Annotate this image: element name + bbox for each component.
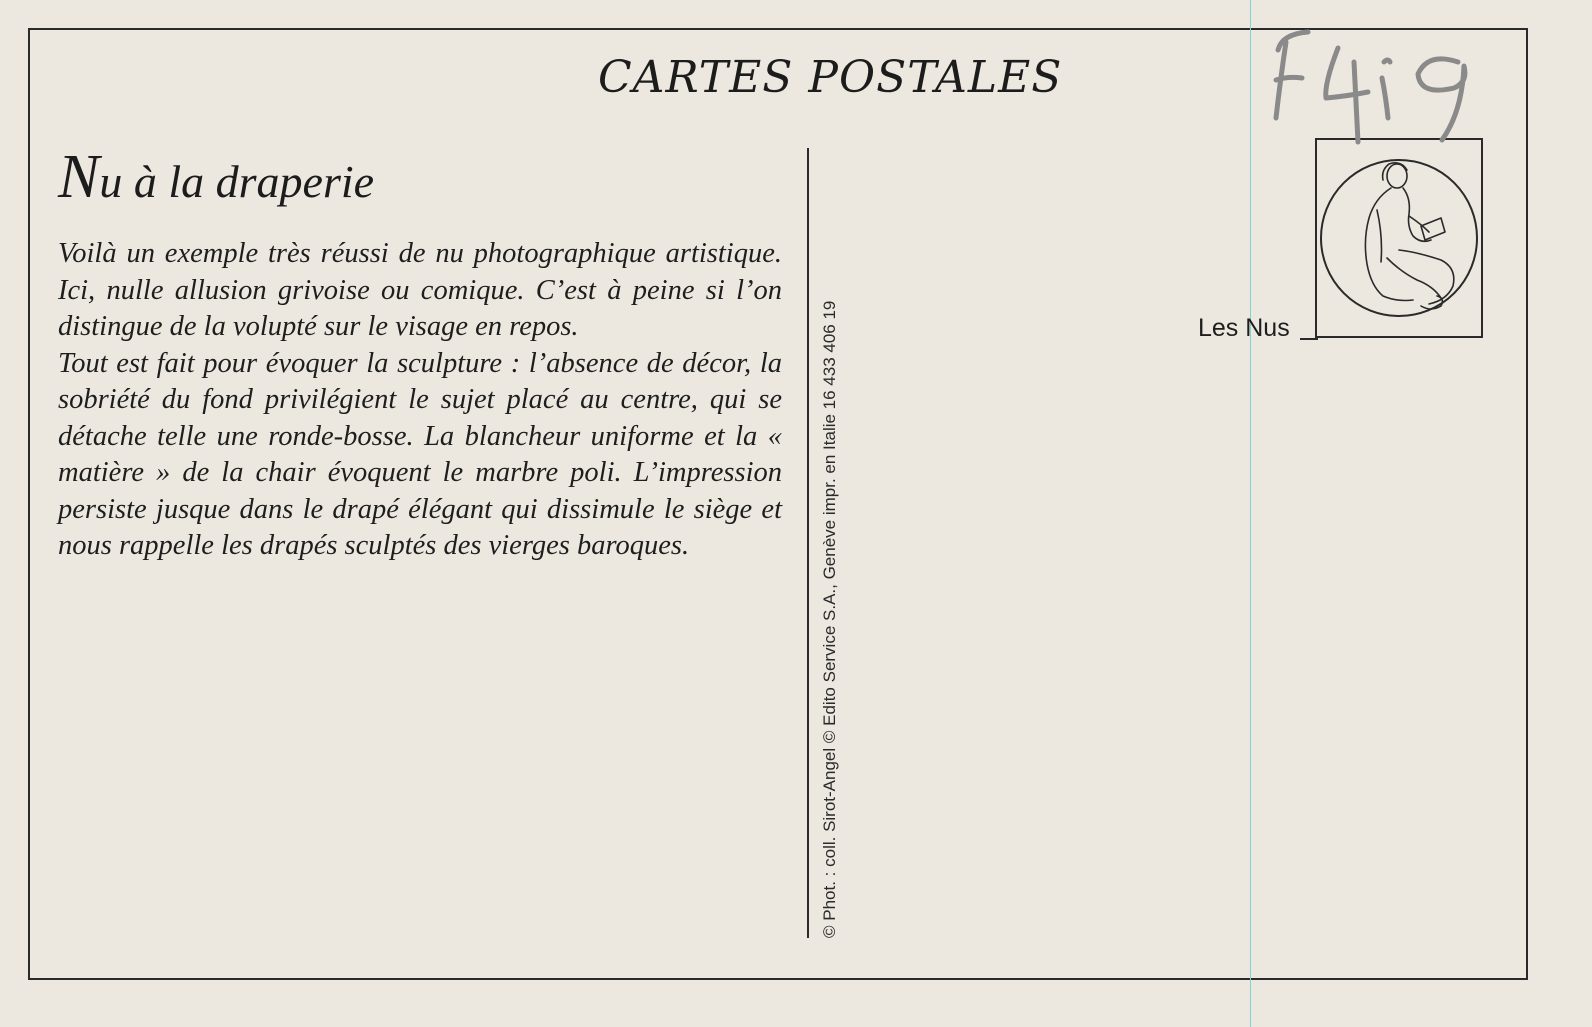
- seated-nude-medallion-icon: [1317, 140, 1481, 336]
- description-text: [58, 236, 782, 565]
- photo-credit: © Phot. : coll. Sirot-Angel © Edito Service S.A., Genève impr. en Italie 16 433 406 19: [820, 300, 839, 938]
- center-divider: [807, 148, 809, 938]
- card-title-initial: N: [58, 143, 100, 211]
- stamp-box: [1315, 138, 1483, 338]
- description-paragraph-2: Tout est fait pour évoquer la sculpture : l’absence de décor, la sobriété du fond privilégient le sujet placé au centre, qui se détache telle une ronde-bosse. La blancheur uniforme et la « matière » de la chair évoquent le marbre poli. L’impression persiste jusque dans le drapé élégant qui dissimule le siège et nous rappelle les drapés sculptés des vierges baroques.: [58, 347, 782, 561]
- card-title: [58, 142, 374, 213]
- header-title: CARTES POSTALES: [598, 52, 1063, 103]
- card-title-rest: u à la draperie: [99, 156, 375, 207]
- handwritten-pencil-note: [1268, 22, 1488, 152]
- stamp-label: Les Nus: [1198, 314, 1290, 342]
- guide-line: [1250, 0, 1251, 1027]
- description-paragraph-1: Voilà un exemple très réussi de nu photographique artistique. Ici, nulle allusion grivoise ou comique. C’est à peine si l’on distingue de la volupté sur le visage en repos.: [58, 238, 782, 342]
- stamp-label-rule: [1300, 338, 1318, 340]
